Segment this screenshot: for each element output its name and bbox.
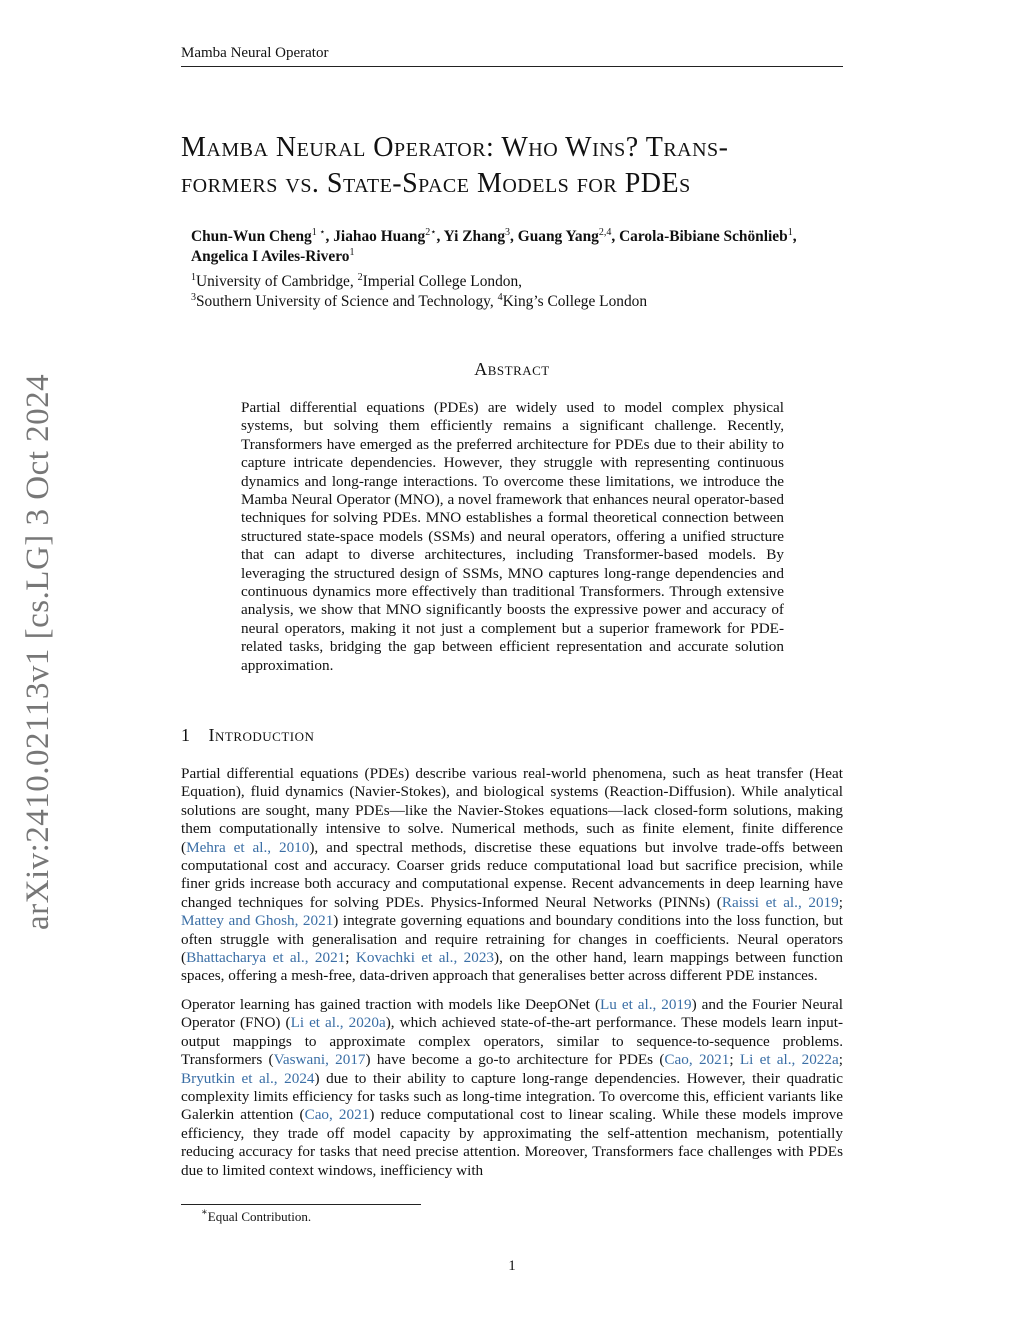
citation-link[interactable]: Kovachki et al., 2023 [355,949,495,967]
affiliation: King’s College London [502,293,648,310]
section-heading-introduction [181,725,843,746]
citation-link[interactable]: Li et al., 2020a [290,1014,386,1032]
page-number: 1 [508,1258,516,1274]
introduction-body [181,765,843,1190]
text-run: ) due to their ability to capture long-range dependencies. However, their quadratic complexity limits efficiency for tasks such as long-time integration. To overcome this, efficient variants like Galerkin attention ( [181,1069,843,1124]
affiliation-list [191,272,851,312]
footnote [201,1209,311,1225]
affiliation: Imperial College London, [362,273,523,290]
author-affiliation-mark: 2,4 [598,227,612,238]
arxiv-identifier-stamp: arXiv:2410.02113v1 [cs.LG] 3 Oct 2024 [20,373,56,930]
author-affiliation-mark: 1 ⋆ [311,227,326,238]
author-name: Chun-Wun Cheng [191,228,312,245]
author-name: Yi Zhang [443,228,506,245]
author-list: Chun-Wun Cheng$^{1 ⋆}$, Jiahao Huang$^{2⋆}$, Yi Zhang$^3$, Guang Yang$^{2,4}$, Carola-Bibiane Schönlieb$^1$, Angelica I Aviles-Rivero$^1$ [191,227,797,265]
section-number: 1 [181,725,191,745]
footnote-rule [181,1204,421,1205]
text-run: ), and spectral methods, discretise these equations but involve trade-offs between computational cost and accuracy. Coarser grids reduce computational load but sacrifice precision, while finer grids increase both accuracy and computational expense. Recent advancements in deep learning have changed techniques for solving PDEs. Physics-Informed Neural Networks (PINNs) ( [181,838,843,911]
paragraph [181,765,843,986]
paper-title [181,130,843,202]
footnote-text: Equal Contribution. [207,1209,312,1224]
citation-link[interactable]: Li et al., 2022a [739,1051,839,1069]
citation-link[interactable]: Mehra et al., 2010 [186,838,310,856]
text-run: ), which achieved state-of-the-art performance. These models learn input-output mappings to approximate complex operators, similar to sequence-to-sequence problems. Transformers ( [181,1014,844,1069]
author-affiliation-mark: 3 [505,227,511,238]
citation-link[interactable]: Cao, 2021 [304,1106,370,1124]
citation-link[interactable]: Bhattacharya et al., 2021 [186,949,346,967]
author-affiliation-mark: 1 [349,247,355,258]
running-head: Mamba Neural Operator [181,45,843,67]
citation-link[interactable]: Lu et al., 2019 [600,995,692,1013]
title-line-1: Mamba Neural Operator: Who Wins? Trans- [181,132,729,163]
citation-link[interactable]: Bryutkin et al., 2024 [181,1069,315,1087]
text-run: Operator learning has gained traction with models like DeepONet ( [181,995,601,1013]
affiliation-mark: 1 [191,272,196,283]
affiliation: University of Cambridge, [196,273,354,290]
author-name: Angelica I Aviles-Rivero [191,248,350,265]
text-run: ; [838,893,843,911]
citation-link[interactable]: Vaswani, 2017 [273,1051,366,1069]
citation-link[interactable]: Cao, 2021 [664,1051,730,1069]
citation-link[interactable]: Raissi et al., 2019 [721,893,839,911]
text-run: ; [838,1051,843,1069]
paragraph [181,996,843,1180]
abstract-heading: Abstract [474,359,550,379]
author-affiliation-mark: 2⋆ [425,227,437,238]
text-run: Partial differential equations (PDEs) describe various real-world phenomena, such as heat transfer (Heat Equation), fluid dynamics (Navier-Stokes), and biological systems (Reaction-Diffusion). While analytical solutions are sought, many PDEs—like the Navier-Stokes equations—lack closed-form solutions, making them computationally intensive to solve. Numerical methods, such as finite element, finite difference ( [181,765,843,856]
text-run: ) reduce computational cost to linear scaling. While these models improve efficiency, they trade off model capacity by approximating the self-attention mechanism, potentially reducing accuracy for tasks that need precise attention. Moreover, Transformers face challenges with PDEs due to limited context windows, inefficiency with [181,1106,843,1179]
text-run: ) integrate governing equations and boundary conditions into the loss function, but often struggle with generalisation and require retraining for changes in coefficients. Neural operators ( [181,912,844,967]
text-run: ; [729,1051,740,1069]
affiliation-mark: 4 [497,292,503,303]
author-affiliation-mark: 1 [787,227,793,238]
section-title: Introduction [208,725,315,745]
title-line-2: formers vs. State-Space Models for PDEs [181,168,691,199]
text-run: ) have become a go-to architecture for PDEs ( [365,1051,665,1069]
author-name: Guang Yang [517,228,599,245]
affiliation: Southern University of Science and Technology, [196,293,494,310]
text-run: ), on the other hand, learn mappings between function spaces, offering a mesh-free, data-driven approach that generalises better across different PDE instances. [181,949,843,985]
abstract-text: Partial differential equations (PDEs) are widely used to model complex physical systems, but solving them efficiently remains a significant challenge. Recently, Transformers have emerged as the preferred architecture for PDEs due to their ability to capture intricate dependencies. However, they struggle with representing continuous dynamics and long-range interactions. To overcome these limitations, we introduce the Mamba Neural Operator (MNO), a novel framework that enhances neural operator-based techniques for solving PDEs. MNO establishes a formal theoretical connection between structured state-space models (SSMs) and neural operators, offering a unified structure that can adapt to diverse architectures, including Transformer-based models. By leveraging the structured design of SSMs, MNO captures long-range dependencies and continuous dynamics more effectively than traditional Transformers. Through extensive analysis, we show that MNO significantly boosts the expressive power and accuracy of neural operators, making it not just a complement but a superior framework for PDE-related tasks, bridging the gap between efficient representation and accurate solution approximation. [241,399,784,674]
author-name: Carola-Bibiane Schönlieb [619,228,788,245]
text-run: ) and the Fourier Neural Operator (FNO) ( [181,995,843,1032]
affiliation-mark: 2 [357,272,363,283]
author-name: Jiahao Huang [333,228,426,245]
text-run: ; [345,949,356,967]
footnote-mark: ∗ [201,1207,208,1218]
affiliation-mark: 3 [191,292,196,303]
citation-link[interactable]: Mattey and Ghosh, 2021 [181,912,334,930]
